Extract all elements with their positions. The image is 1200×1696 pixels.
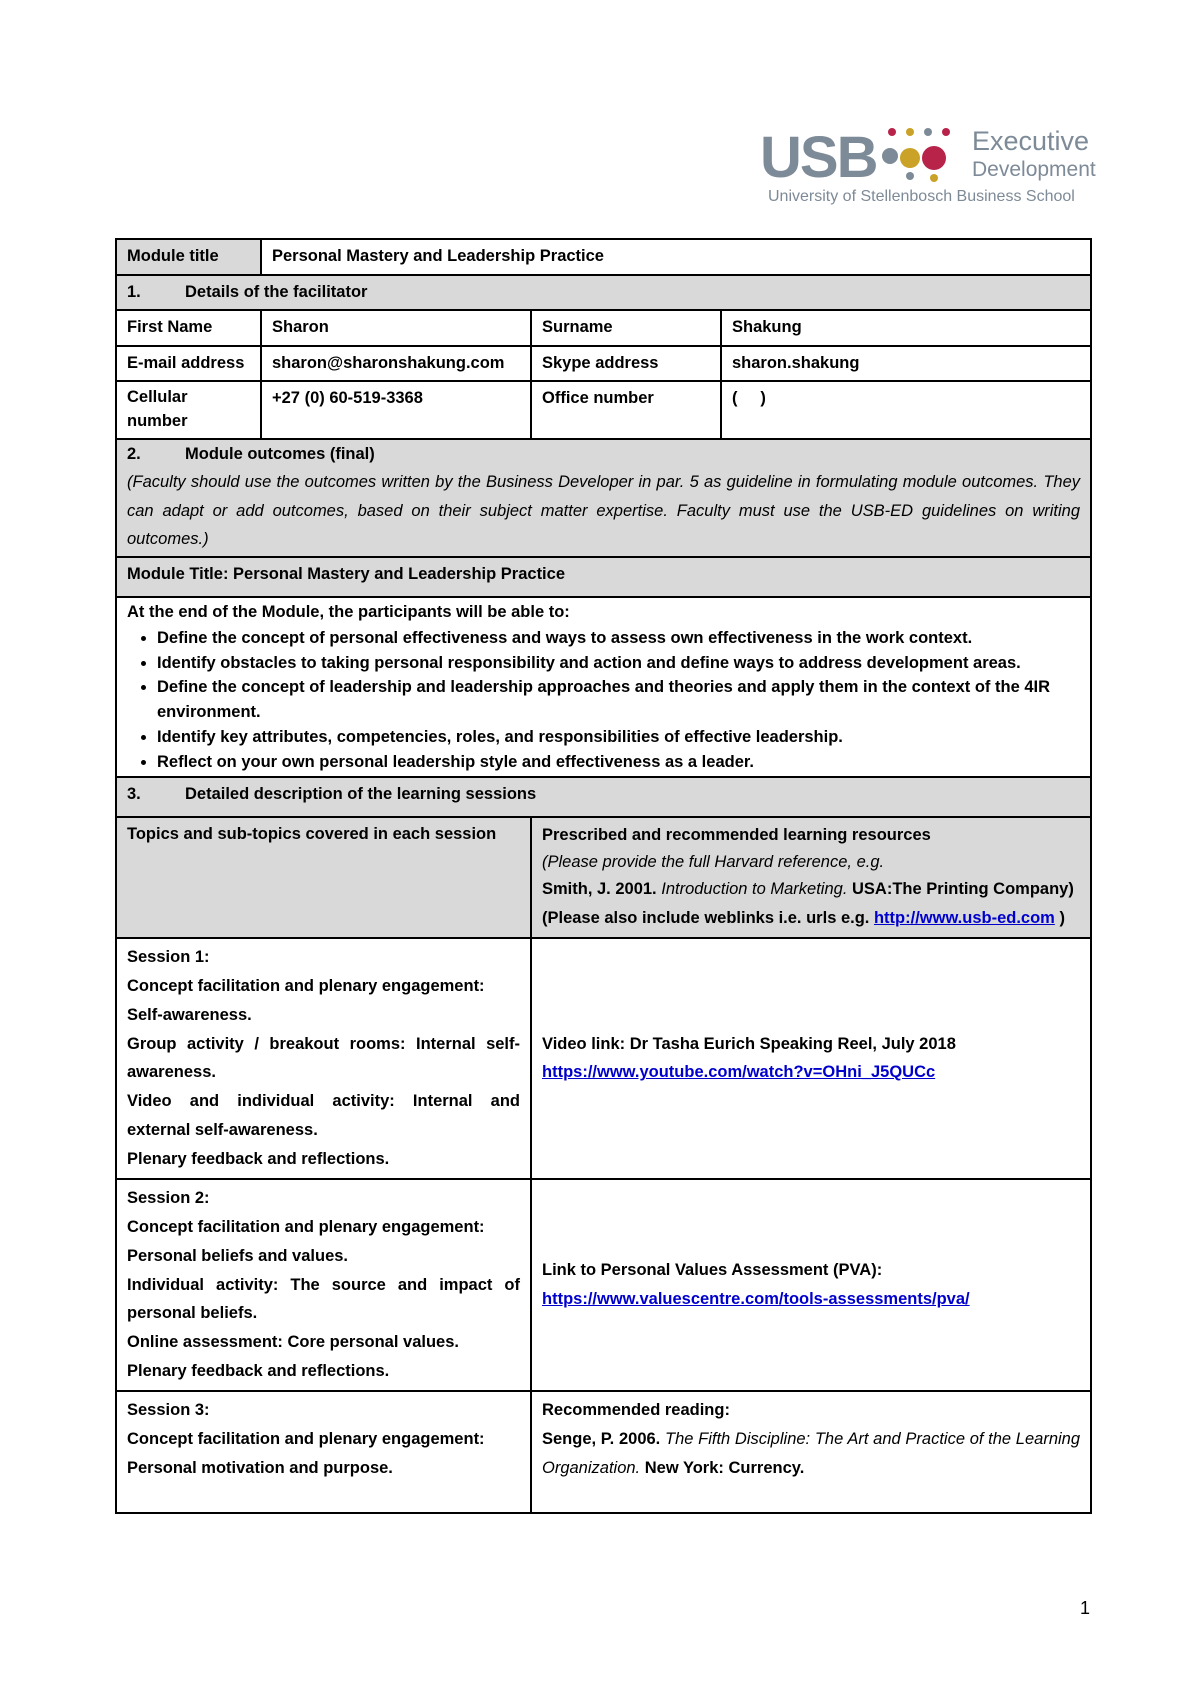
- resources-header-cell: [531, 817, 1091, 938]
- session-line: Group activity / breakout rooms: Internal self-awareness.: [127, 1034, 520, 1082]
- outcomes-intro: At the end of the Module, the participants will be able to:: [127, 603, 570, 622]
- first-name-value: Sharon: [261, 310, 531, 346]
- session-row: [116, 938, 1091, 1179]
- list-item: • Define the concept of personal effectiveness and ways to assess own effectiveness in the work context.: [157, 626, 1080, 651]
- session-line: Individual activity: The source and impact of personal beliefs.: [127, 1275, 520, 1323]
- session-title: Session 1:: [127, 947, 210, 966]
- session-resources: [531, 938, 1091, 1179]
- resources-note: (Please provide the full Harvard reference, e.g.: [542, 852, 885, 871]
- resource-label: Recommended reading:: [542, 1401, 730, 1419]
- session-line: Plenary feedback and reflections.: [127, 1150, 390, 1168]
- outcomes-section-row: [116, 439, 1091, 557]
- session-line: Concept facilitation and plenary engagement:: [127, 976, 485, 995]
- youtube-link[interactable]: https://www.youtube.com/watch?v=OHni_J5QUCc: [542, 1063, 936, 1082]
- module-title-value: Personal Mastery and Leadership Practice: [261, 239, 1091, 275]
- session-resources: [531, 1179, 1091, 1391]
- resources-header: Prescribed and recommended learning resources: [542, 826, 931, 845]
- resources-weblink-note: [542, 904, 1080, 933]
- cell-value: +27 (0) 60-519-3368: [261, 381, 531, 439]
- section-number: 3.: [127, 785, 141, 804]
- resource-label: Link to Personal Values Assessment (PVA):: [542, 1261, 883, 1280]
- office-value: ( ): [721, 381, 1091, 439]
- facilitator-section-row: [116, 275, 1091, 311]
- module-title-line: Module Title: Personal Mastery and Leadership Practice: [116, 557, 1091, 597]
- sessions-section-row: [116, 777, 1091, 817]
- page-number: 1: [1080, 1598, 1091, 1618]
- session-title: Session 2:: [127, 1188, 210, 1207]
- valuescentre-link[interactable]: https://www.valuescentre.com/tools-assessments/pva/: [542, 1289, 970, 1308]
- section-title: Module outcomes (final): [185, 445, 375, 464]
- section-number: 1.: [127, 282, 141, 301]
- list-item: • Identify obstacles to taking personal responsibility and action and define ways to address development areas.: [157, 651, 1080, 676]
- example-title: Introduction to Marketing.: [661, 880, 848, 899]
- session-line: Personal motivation and purpose.: [127, 1458, 393, 1477]
- office-label: Office number: [531, 381, 721, 439]
- list-item: • Define the concept of leadership and leadership approaches and theories and apply them in the context of the 4IR environment.: [157, 675, 1080, 725]
- contact-row: [116, 346, 1091, 382]
- session-topics: [116, 1391, 531, 1513]
- session-line: Video and individual activity: Internal and external self-awareness.: [127, 1092, 520, 1140]
- session-row: [116, 1179, 1091, 1391]
- outcomes-section-cell: [116, 439, 1091, 557]
- logo-usb-text: USB: [760, 125, 877, 190]
- usb-ed-logo: [760, 118, 1096, 210]
- list-item: • Reflect on your own personal leadership style and effectiveness as a leader.: [157, 750, 1080, 775]
- usb-ed-link[interactable]: http://www.usb-ed.com: [873, 909, 1055, 927]
- weblink-prefix: (Please also include weblinks i.e. urls e.g.: [542, 909, 870, 927]
- session-topics: [116, 938, 531, 1179]
- facilitator-section-heading: [116, 275, 1091, 311]
- outcomes-list-row: [116, 597, 1091, 777]
- session-topics: [116, 1179, 531, 1391]
- list-item: • Identify key attributes, competencies, roles, and responsibilities of effective leadership.: [157, 725, 1080, 750]
- example-author: Smith, J. 2001.: [542, 880, 657, 899]
- section-title: Detailed description of the learning sessions: [185, 785, 537, 804]
- sessions-section-heading: [116, 777, 1091, 817]
- topics-header: Topics and sub-topics covered in each session: [116, 817, 531, 938]
- session-line: Self-awareness.: [127, 1005, 252, 1024]
- reading-reference: [542, 1425, 1080, 1483]
- session-line: Plenary feedback and reflections.: [127, 1362, 390, 1381]
- logo-university: University of Stellenbosch Business School: [768, 188, 1075, 205]
- module-form-table: [115, 238, 1092, 1514]
- outcomes-note: (Faculty should use the outcomes written by the Business Developer in par. 5 as guideline in formulating module outcomes. They can adapt or add outcomes, based on their subject matter expertise. Faculty must use the USB-ED guidelines on writing outcomes.): [127, 472, 1081, 549]
- session-line: Online assessment: Core personal values.: [127, 1333, 459, 1352]
- outcomes-list: [127, 626, 1080, 775]
- outcomes-heading: [127, 442, 1080, 468]
- session-resources: [531, 1391, 1091, 1513]
- cell-label: Cellular number: [116, 381, 261, 439]
- session-line: Concept facilitation and plenary engagement:: [127, 1429, 485, 1448]
- resource-label: Video link: Dr Tasha Eurich Speaking Reel, July 2018: [542, 1034, 956, 1053]
- logo-dots-icon: [880, 122, 970, 182]
- resources-example: [542, 875, 1080, 904]
- outcomes-list-cell: [116, 597, 1091, 777]
- session-row: [116, 1391, 1091, 1513]
- example-publisher: USA:The Printing Company): [852, 880, 1074, 899]
- session-title: Session 3:: [127, 1401, 210, 1419]
- reading-publisher: New York: Currency.: [644, 1458, 805, 1477]
- logo-executive: Executive: [972, 126, 1090, 156]
- module-title-row: [116, 239, 1091, 275]
- skype-value: sharon.shakung: [721, 346, 1091, 382]
- reading-title: The Fifth Discipline: The Art and Practice of the Learning Organization.: [542, 1429, 1081, 1477]
- skype-label: Skype address: [531, 346, 721, 382]
- phone-row: [116, 381, 1091, 439]
- name-row: [116, 310, 1091, 346]
- email-value: sharon@sharonshakung.com: [261, 346, 531, 382]
- sessions-header-row: [116, 817, 1091, 938]
- first-name-label: First Name: [116, 310, 261, 346]
- weblink-suffix: ): [1059, 909, 1065, 927]
- module-title-label: Module title: [116, 239, 261, 275]
- module-title-line-row: [116, 557, 1091, 597]
- logo-development: Development: [972, 158, 1096, 181]
- session-line: Concept facilitation and plenary engagement:: [127, 1217, 485, 1236]
- email-label: E-mail address: [116, 346, 261, 382]
- reading-author: Senge, P. 2006.: [542, 1429, 661, 1448]
- section-number: 2.: [127, 445, 141, 464]
- session-line: Personal beliefs and values.: [127, 1246, 349, 1265]
- surname-value: Shakung: [721, 310, 1091, 346]
- surname-label: Surname: [531, 310, 721, 346]
- section-title: Details of the facilitator: [185, 282, 368, 301]
